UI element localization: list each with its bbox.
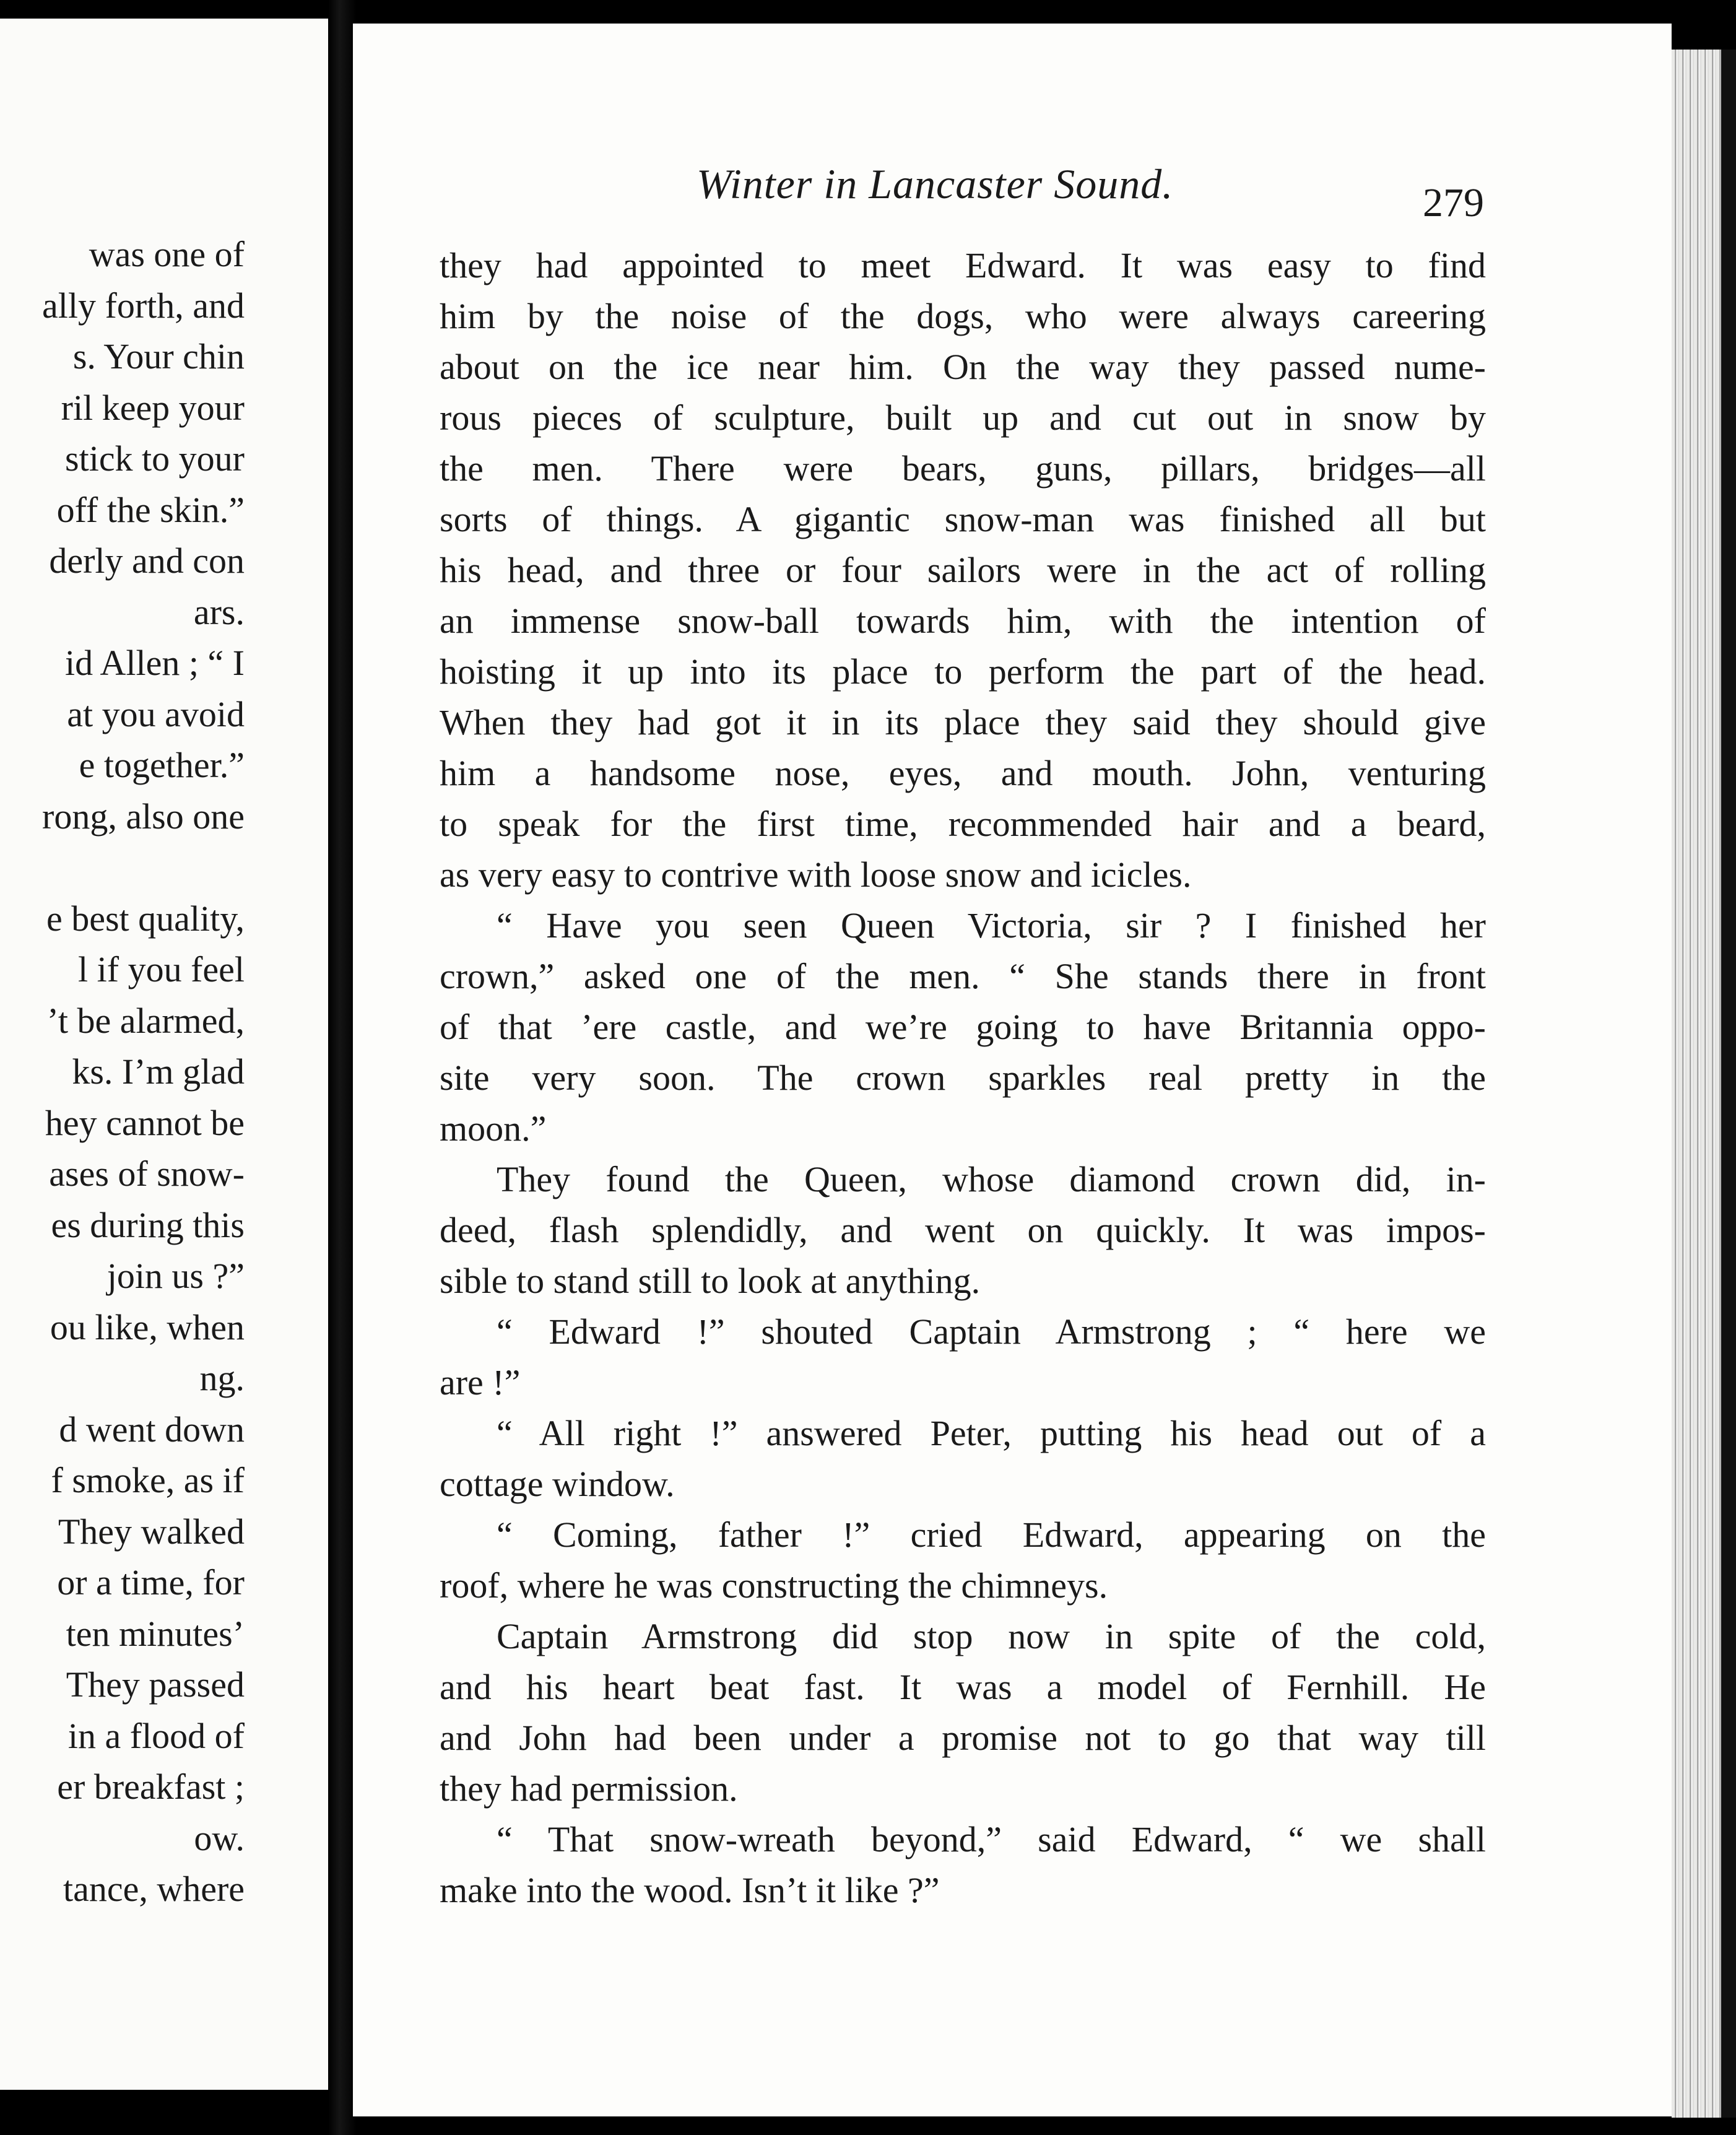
text-line: “ That snow-wreath beyond,” said Edward, “ we shall xyxy=(497,1819,1486,1859)
left-page-line: They walked xyxy=(58,1511,245,1552)
text-line: hoisting it up into its place to perform the part of the head. xyxy=(440,651,1486,692)
left-page-line: ases of snow- xyxy=(49,1154,245,1194)
left-page-text xyxy=(0,229,245,1915)
text-line: to speak for the first time, recommended hair and a beard, xyxy=(440,804,1486,844)
page-number: 279 xyxy=(1423,180,1484,225)
left-page-line: ten minutes’ xyxy=(66,1613,245,1654)
text-line: sorts of things. A gigantic snow-man was finished all but xyxy=(440,499,1486,539)
left-page-line: d went down xyxy=(59,1409,245,1450)
book-edge-shadow xyxy=(1721,50,1736,2118)
left-page-line: f smoke, as if xyxy=(51,1460,245,1500)
left-page-line: ally forth, and xyxy=(42,285,245,326)
left-page-line: was one of xyxy=(89,234,245,274)
text-line: and his heart beat fast. It was a model of Fernhill. He xyxy=(440,1667,1486,1707)
text-line: deed, flash splendidly, and went on quickly. It was impos- xyxy=(440,1210,1486,1250)
text-line: crown,” asked one of the men. “ She stands there in front xyxy=(440,956,1486,996)
left-page-line: er breakfast ; xyxy=(57,1767,245,1807)
left-page-line: ars. xyxy=(193,591,245,632)
text-line: are !” xyxy=(440,1362,521,1402)
left-page-line: They passed xyxy=(66,1664,245,1705)
left-page-line: derly and con xyxy=(49,541,245,581)
text-line: make into the wood. Isn’t it like ?” xyxy=(440,1870,940,1910)
left-page-line: e best quality, xyxy=(46,898,245,939)
left-page-line: at you avoid xyxy=(67,694,245,734)
text-line: “ All right !” answered Peter, putting his head out of a xyxy=(497,1413,1486,1453)
text-line: “ Coming, father !” cried Edward, appearing on the xyxy=(497,1515,1486,1555)
left-page-line: in a flood of xyxy=(67,1715,245,1756)
left-page-line: tance, where xyxy=(63,1869,245,1909)
text-line: sible to stand still to look at anything. xyxy=(440,1261,981,1301)
left-page-line: ks. I’m glad xyxy=(72,1051,245,1092)
left-page-line: es during this xyxy=(51,1204,245,1245)
text-line: moon.” xyxy=(440,1108,547,1149)
left-page-line: s. Your chin xyxy=(72,336,245,376)
left-page-line: ng. xyxy=(199,1358,245,1398)
left-page-line: or a time, for xyxy=(57,1562,245,1602)
left-page-line: off the skin.” xyxy=(56,489,245,530)
text-line: him a handsome nose, eyes, and mouth. John, venturing xyxy=(440,753,1486,793)
body-text xyxy=(440,240,1486,1916)
text-line: him by the noise of the dogs, who were always careering xyxy=(440,296,1486,336)
text-line: “ Edward !” shouted Captain Armstrong ; “ here we xyxy=(497,1311,1486,1352)
text-line: roof, where he was constructing the chimneys. xyxy=(440,1565,1108,1606)
left-page-line: l if you feel xyxy=(78,949,245,989)
text-line: They found the Queen, whose diamond crown did, in- xyxy=(497,1159,1486,1199)
text-line: his head, and three or four sailors were in the act of rolling xyxy=(440,550,1486,590)
text-line: cottage window. xyxy=(440,1464,675,1504)
left-page xyxy=(0,19,335,2090)
left-page-line xyxy=(0,842,245,894)
text-line: and John had been under a promise not to go that way till xyxy=(440,1718,1486,1758)
left-page-line: ril keep your xyxy=(61,387,245,428)
left-page-line: stick to your xyxy=(65,438,245,479)
left-page-line: ’t be alarmed, xyxy=(46,1000,245,1041)
left-page-line: join us ?” xyxy=(106,1256,245,1296)
text-line: they had appointed to meet Edward. It was easy to find xyxy=(440,245,1486,285)
text-line: When they had got it in its place they said they should give xyxy=(440,702,1486,742)
text-line: they had permission. xyxy=(440,1768,738,1809)
left-page-line: hey cannot be xyxy=(45,1102,245,1143)
text-line: site very soon. The crown sparkles real pretty in the xyxy=(440,1058,1486,1098)
text-line: “ Have you seen Queen Victoria, sir ? I finished her xyxy=(497,905,1486,946)
left-page-line: id Allen ; “ I xyxy=(65,643,245,683)
left-page-line: e together.” xyxy=(79,745,245,785)
text-line: rous pieces of sculpture, built up and cut out in snow by xyxy=(440,398,1486,438)
text-line: an immense snow-ball towards him, with the intention of xyxy=(440,601,1486,641)
text-line: Captain Armstrong did stop now in spite of the cold, xyxy=(497,1616,1486,1656)
text-line: as very easy to contrive with loose snow and icicles. xyxy=(440,854,1192,895)
text-line: the men. There were bears, guns, pillars, bridges—all xyxy=(440,448,1486,489)
text-line: of that ’ere castle, and we’re going to have Britannia oppo- xyxy=(440,1007,1486,1047)
left-page-line: ou like, when xyxy=(50,1307,245,1347)
left-page-line: ow. xyxy=(194,1817,245,1858)
running-head: Winter in Lancaster Sound. xyxy=(697,160,1174,207)
left-page-line: rong, also one xyxy=(42,796,245,837)
text-line: about on the ice near him. On the way they passed nume- xyxy=(440,347,1486,387)
